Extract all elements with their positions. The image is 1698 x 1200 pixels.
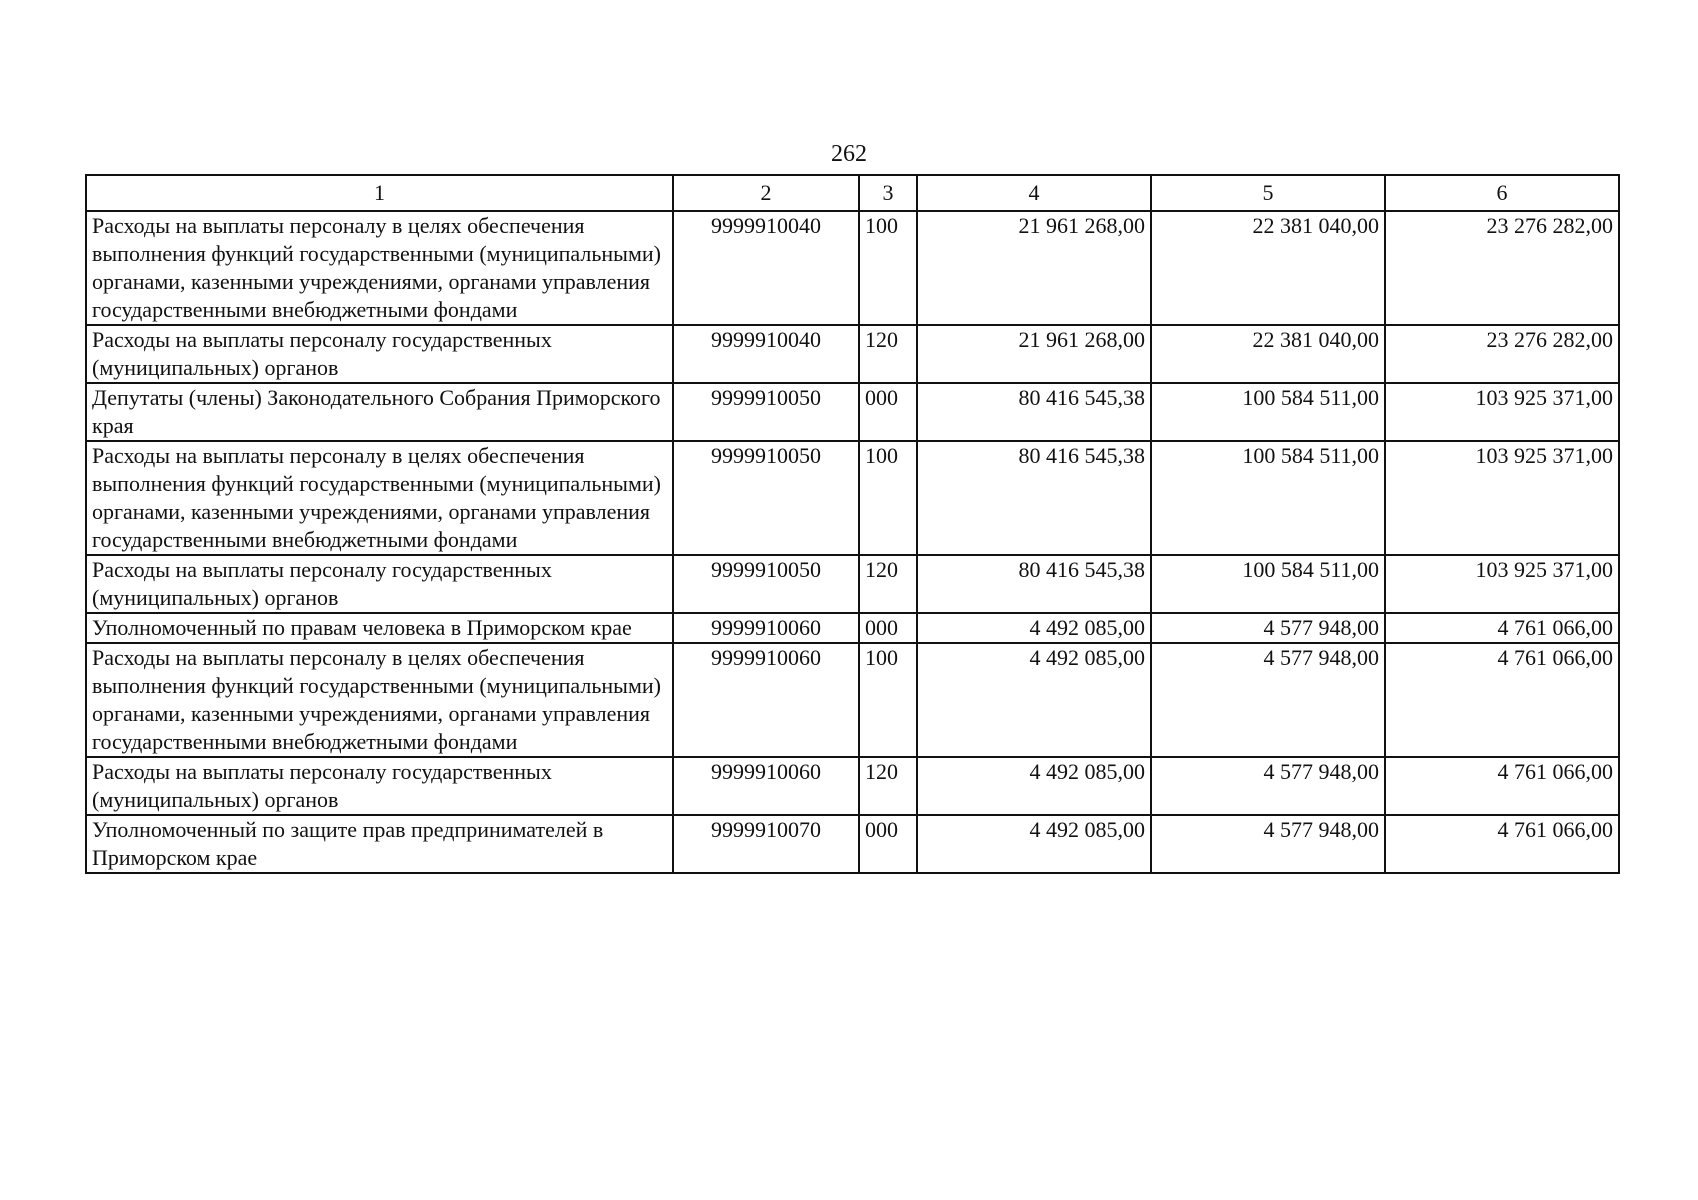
header-row	[86, 175, 1619, 211]
row-amount-col6: 103 925 371,00	[1385, 555, 1619, 613]
row-amount-col5: 4 577 948,00	[1151, 815, 1385, 873]
row-expense-type: 100	[859, 441, 917, 555]
table-row	[86, 383, 1619, 441]
table-row	[86, 211, 1619, 325]
row-target-code: 9999910060	[673, 613, 859, 643]
header-col-5: 5	[1151, 175, 1385, 211]
row-amount-col5: 4 577 948,00	[1151, 613, 1385, 643]
row-target-code: 9999910040	[673, 211, 859, 325]
table-body	[86, 211, 1619, 873]
row-expense-type: 000	[859, 613, 917, 643]
row-expense-type: 000	[859, 815, 917, 873]
row-amount-col5: 22 381 040,00	[1151, 211, 1385, 325]
page-number: 262	[831, 141, 867, 167]
row-amount-col4: 4 492 085,00	[917, 613, 1151, 643]
row-amount-col4: 80 416 545,38	[917, 383, 1151, 441]
row-amount-col4: 4 492 085,00	[917, 757, 1151, 815]
row-name: Депутаты (члены) Законодательного Собрания Приморского края	[86, 383, 673, 441]
row-amount-col6: 4 761 066,00	[1385, 643, 1619, 757]
row-name: Уполномоченный по правам человека в Приморском крае	[86, 613, 673, 643]
row-target-code: 9999910040	[673, 325, 859, 383]
header-col-3: 3	[859, 175, 917, 211]
row-amount-col5: 22 381 040,00	[1151, 325, 1385, 383]
row-amount-col4: 4 492 085,00	[917, 815, 1151, 873]
row-name: Расходы на выплаты персоналу государственных (муниципальных) органов	[86, 757, 673, 815]
row-expense-type: 100	[859, 211, 917, 325]
row-amount-col5: 4 577 948,00	[1151, 643, 1385, 757]
row-target-code: 9999910050	[673, 555, 859, 613]
row-target-code: 9999910050	[673, 383, 859, 441]
table-row	[86, 815, 1619, 873]
budget-table	[85, 174, 1620, 874]
row-target-code: 9999910060	[673, 757, 859, 815]
row-amount-col6: 23 276 282,00	[1385, 325, 1619, 383]
row-amount-col6: 4 761 066,00	[1385, 815, 1619, 873]
table-row	[86, 325, 1619, 383]
row-expense-type: 120	[859, 555, 917, 613]
row-amount-col5: 100 584 511,00	[1151, 441, 1385, 555]
table-header	[86, 175, 1619, 211]
header-col-1: 1	[86, 175, 673, 211]
row-amount-col4: 21 961 268,00	[917, 211, 1151, 325]
row-name: Уполномоченный по защите прав предпринимателей в Приморском крае	[86, 815, 673, 873]
row-expense-type: 000	[859, 383, 917, 441]
row-target-code: 9999910070	[673, 815, 859, 873]
table-row	[86, 441, 1619, 555]
header-col-4: 4	[917, 175, 1151, 211]
row-expense-type: 120	[859, 757, 917, 815]
row-expense-type: 100	[859, 643, 917, 757]
table-row	[86, 613, 1619, 643]
row-expense-type: 120	[859, 325, 917, 383]
table-row	[86, 555, 1619, 613]
row-amount-col6: 4 761 066,00	[1385, 757, 1619, 815]
row-name: Расходы на выплаты персоналу государственных (муниципальных) органов	[86, 555, 673, 613]
row-amount-col5: 100 584 511,00	[1151, 555, 1385, 613]
header-col-6: 6	[1385, 175, 1619, 211]
row-amount-col6: 103 925 371,00	[1385, 441, 1619, 555]
row-amount-col6: 4 761 066,00	[1385, 613, 1619, 643]
row-amount-col4: 4 492 085,00	[917, 643, 1151, 757]
table-row	[86, 643, 1619, 757]
row-name: Расходы на выплаты персоналу в целях обеспечения выполнения функций государственными (муниципальными) органами, казенными учреждениями, органами управления государственными внебюджетными фондами	[86, 441, 673, 555]
row-amount-col6: 23 276 282,00	[1385, 211, 1619, 325]
row-target-code: 9999910050	[673, 441, 859, 555]
row-target-code: 9999910060	[673, 643, 859, 757]
row-amount-col4: 80 416 545,38	[917, 441, 1151, 555]
row-amount-col6: 103 925 371,00	[1385, 383, 1619, 441]
row-amount-col5: 4 577 948,00	[1151, 757, 1385, 815]
table-row	[86, 757, 1619, 815]
row-amount-col5: 100 584 511,00	[1151, 383, 1385, 441]
row-name: Расходы на выплаты персоналу в целях обеспечения выполнения функций государственными (муниципальными) органами, казенными учреждениями, органами управления государственными внебюджетными фондами	[86, 211, 673, 325]
row-amount-col4: 80 416 545,38	[917, 555, 1151, 613]
row-name: Расходы на выплаты персоналу государственных (муниципальных) органов	[86, 325, 673, 383]
row-name: Расходы на выплаты персоналу в целях обеспечения выполнения функций государственными (муниципальными) органами, казенными учреждениями, органами управления государственными внебюджетными фондами	[86, 643, 673, 757]
header-col-2: 2	[673, 175, 859, 211]
row-amount-col4: 21 961 268,00	[917, 325, 1151, 383]
